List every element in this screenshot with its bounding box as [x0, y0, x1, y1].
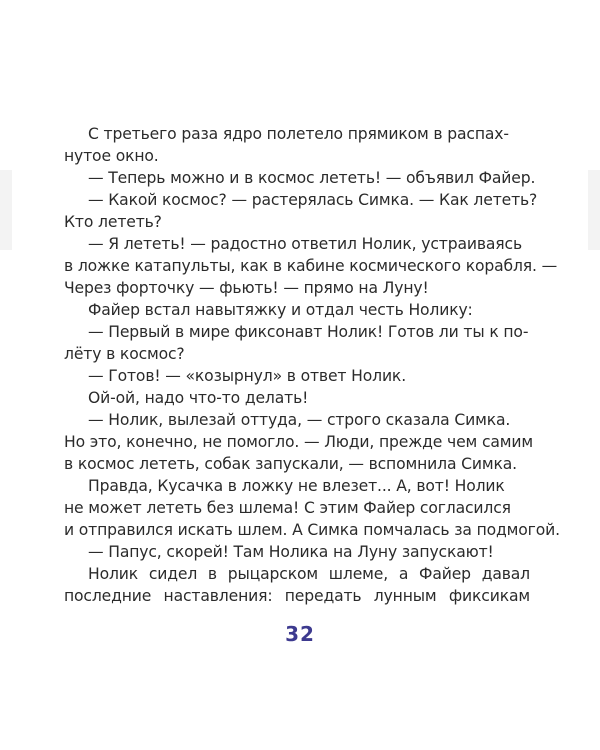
text-line: лёту в космос?: [64, 345, 185, 363]
right-edge-shade: [588, 170, 600, 250]
story-text: [64, 123, 560, 607]
text-line: нутое окно.: [64, 147, 159, 165]
text-line: — Первый в мире фиксонавт Нолик! Готов ли ты к по-: [88, 323, 529, 341]
text-line: Кто лететь?: [64, 213, 162, 231]
text-line: — Я лететь! — радостно ответил Нолик, устраиваясь: [88, 235, 523, 253]
text-line: — Какой космос? — растерялась Симка. — Как лететь?: [88, 191, 538, 209]
text-line: Файер встал навытяжку и отдал честь Нолику:: [88, 301, 473, 319]
text-line: Ой-ой, надо что-то делать!: [88, 389, 309, 407]
text-line: С третьего раза ядро полетело прямиком в распах-: [88, 125, 509, 143]
text-line: последние наставления: передать лунным фиксикам: [64, 587, 530, 605]
text-line: — Нолик, вылезай оттуда, — строго сказала Симка.: [88, 411, 511, 429]
page-number: 32: [285, 622, 315, 646]
text-line: в ложке катапульты, как в кабине космического корабля. —: [64, 257, 558, 275]
text-line: в космос лететь, собак запускали, — вспомнила Симка.: [64, 455, 517, 473]
text-line: — Папус, скорей! Там Нолика на Луну запускают!: [88, 543, 494, 561]
text-line: — Теперь можно и в космос лететь! — объявил Файер.: [88, 169, 536, 187]
text-line: Через форточку — фьють! — прямо на Луну!: [64, 279, 429, 297]
text-line: не может лететь без шлема! С этим Файер согласился: [64, 499, 511, 517]
text-line: Но это, конечно, не помогло. — Люди, прежде чем самим: [64, 433, 533, 451]
text-line: Правда, Кусачка в ложку не влезет... А, вот! Нолик: [88, 477, 505, 495]
left-edge-shade: [0, 170, 12, 250]
text-line: Нолик сидел в рыцарском шлеме, а Файер давал: [88, 565, 530, 583]
text-line: и отправился искать шлем. А Симка помчалась за подмогой.: [64, 521, 560, 539]
text-line: — Готов! — «козырнул» в ответ Нолик.: [88, 367, 407, 385]
